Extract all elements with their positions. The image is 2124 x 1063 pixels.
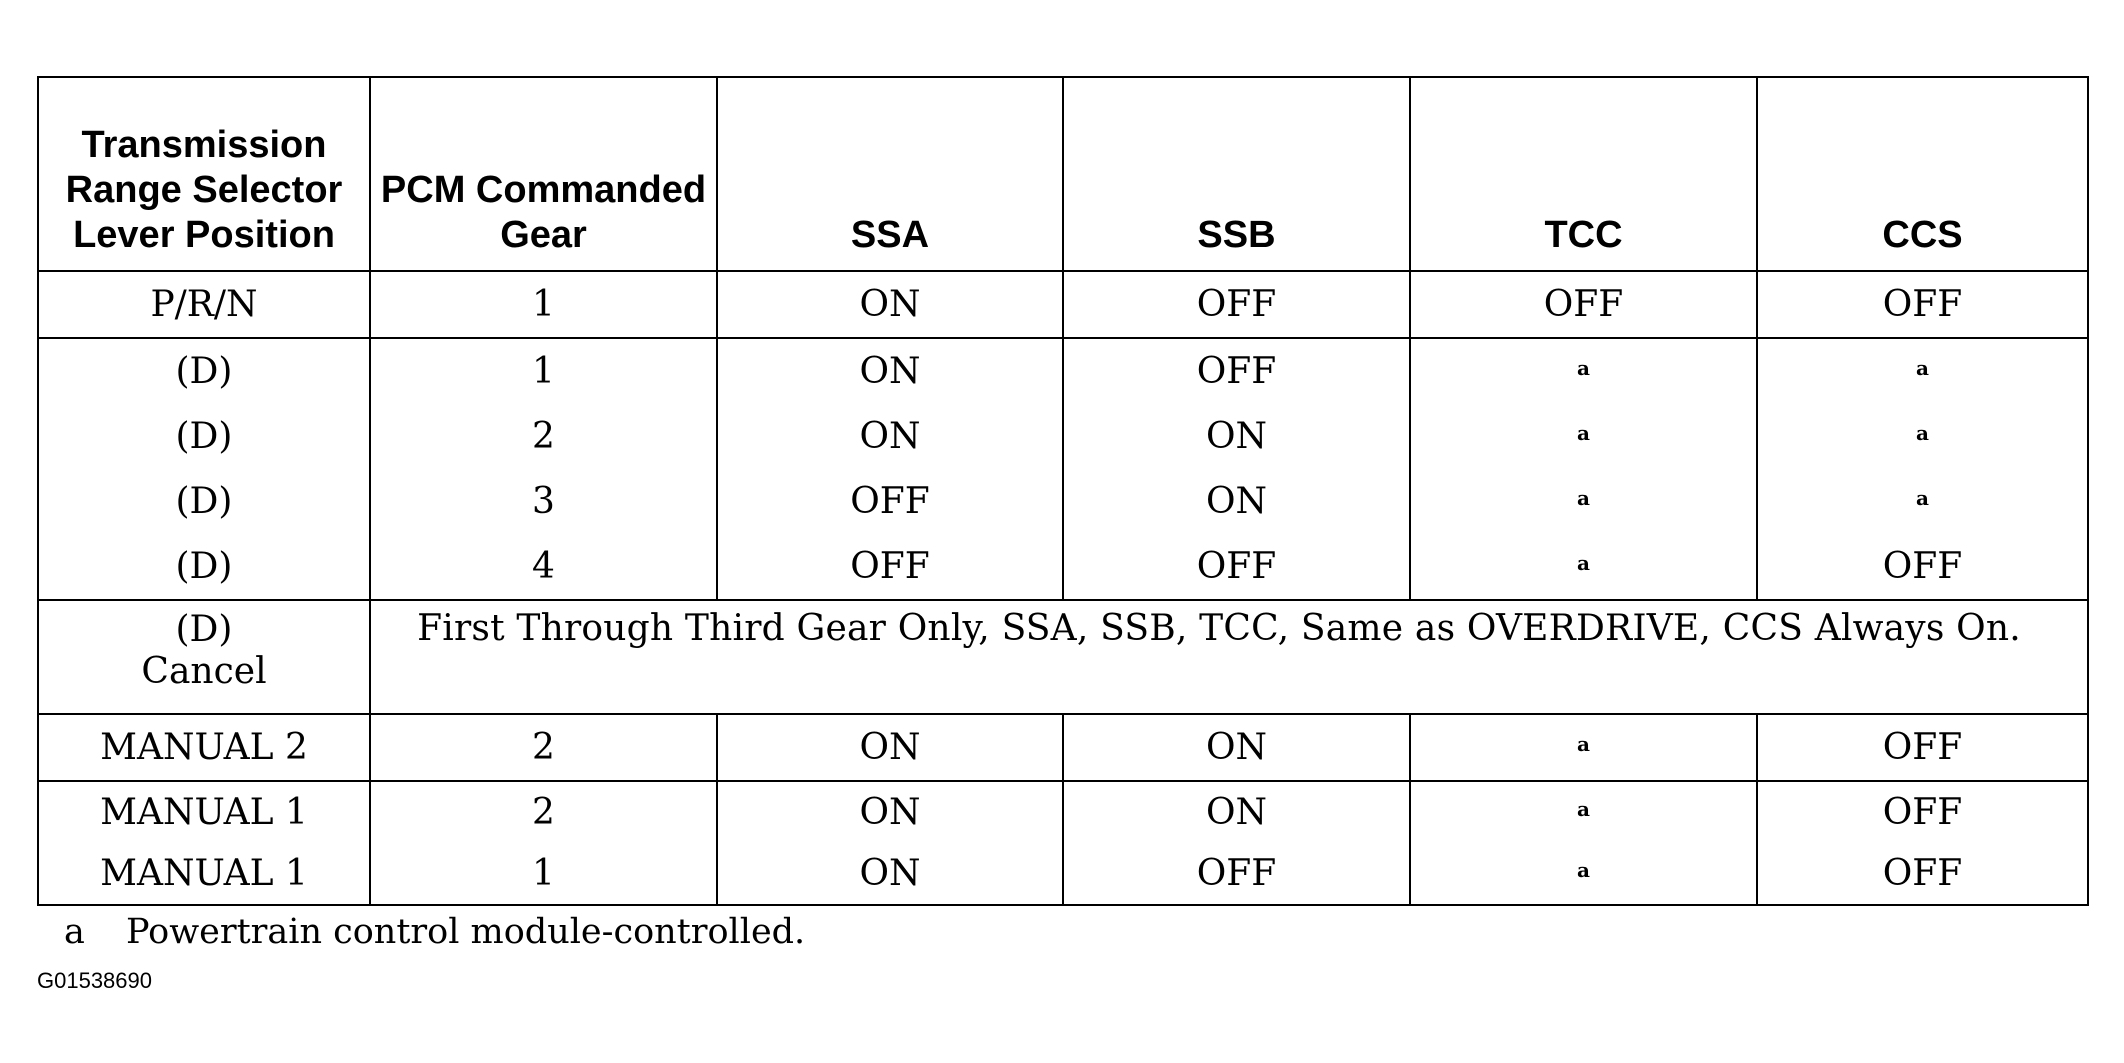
cell-commanded-gear: 3 (370, 469, 717, 534)
footnote-marker: a (1577, 485, 1590, 510)
footnote-text: Powertrain control module-controlled. (126, 912, 806, 952)
cell-ssb: OFF (1063, 271, 1410, 338)
table-row (38, 781, 2088, 843)
cell-ssb: OFF (1063, 534, 1410, 600)
cell-ssb: ON (1063, 714, 1410, 781)
cell-ssa: ON (717, 781, 1063, 843)
cell-ssa: ON (717, 338, 1063, 404)
cell-tcc (1410, 338, 1757, 404)
footnote-marker: a (1577, 355, 1590, 380)
cell-lever-position: (D) (38, 469, 370, 534)
cell-lever-position: MANUAL 1 (38, 781, 370, 843)
cell-ccs (1757, 469, 2088, 534)
cell-ssb: ON (1063, 781, 1410, 843)
cell-lever-position: MANUAL 2 (38, 714, 370, 781)
header-lever-position: Transmission Range Selector Lever Position (38, 77, 370, 271)
cell-ssa: OFF (717, 534, 1063, 600)
cancel-label-line1: (D) (175, 609, 233, 650)
table-row-cancel (38, 600, 2088, 714)
cell-tcc: OFF (1410, 271, 1757, 338)
cell-ccs: OFF (1757, 714, 2088, 781)
footnote-letter: a (64, 912, 85, 952)
cell-commanded-gear: 1 (370, 338, 717, 404)
cell-lever-position: MANUAL 1 (38, 843, 370, 905)
footnote (64, 912, 805, 952)
cell-ccs: OFF (1757, 534, 2088, 600)
cell-ssb: ON (1063, 469, 1410, 534)
cell-lever-position (38, 600, 370, 714)
cell-ssb: ON (1063, 404, 1410, 469)
cell-ccs (1757, 338, 2088, 404)
cell-tcc (1410, 714, 1757, 781)
footnote-marker: a (1577, 550, 1590, 575)
footnote-marker: a (1916, 485, 1929, 510)
cell-commanded-gear: 2 (370, 714, 717, 781)
cell-ssb: OFF (1063, 843, 1410, 905)
table-row (38, 404, 2088, 469)
footnote-marker: a (1916, 355, 1929, 380)
shift-solenoid-table (37, 76, 2089, 906)
cell-ccs: OFF (1757, 843, 2088, 905)
cell-tcc (1410, 534, 1757, 600)
cell-tcc (1410, 781, 1757, 843)
table-row (38, 338, 2088, 404)
cell-ssb: OFF (1063, 338, 1410, 404)
figure-id: G01538690 (37, 968, 152, 993)
cell-lever-position: P/R/N (38, 271, 370, 338)
cell-lever-position: (D) (38, 338, 370, 404)
cell-ccs (1757, 404, 2088, 469)
footnote-marker: a (1916, 420, 1929, 445)
table-row (38, 714, 2088, 781)
cell-commanded-gear: 4 (370, 534, 717, 600)
cell-lever-position: (D) (38, 404, 370, 469)
cell-commanded-gear: 1 (370, 271, 717, 338)
header-tcc: TCC (1410, 77, 1757, 271)
header-ssa: SSA (717, 77, 1063, 271)
cell-ssa: ON (717, 843, 1063, 905)
cell-ccs: OFF (1757, 781, 2088, 843)
cell-tcc (1410, 404, 1757, 469)
table-row (38, 534, 2088, 600)
cell-ssa: ON (717, 271, 1063, 338)
cell-tcc (1410, 469, 1757, 534)
table-row (38, 843, 2088, 905)
cell-commanded-gear: 2 (370, 404, 717, 469)
cancel-label-line2: Cancel (141, 651, 267, 692)
header-ssb: SSB (1063, 77, 1410, 271)
footnote-marker: a (1577, 796, 1590, 821)
cell-lever-position: (D) (38, 534, 370, 600)
footnote-marker: a (1577, 731, 1590, 756)
cell-commanded-gear: 2 (370, 781, 717, 843)
footnote-marker: a (1577, 857, 1590, 882)
header-ccs: CCS (1757, 77, 2088, 271)
cell-ssa: OFF (717, 469, 1063, 534)
cell-tcc (1410, 843, 1757, 905)
header-row (38, 77, 2088, 271)
cell-ssa: ON (717, 404, 1063, 469)
cell-ccs: OFF (1757, 271, 2088, 338)
cell-ssa: ON (717, 714, 1063, 781)
table-row (38, 469, 2088, 534)
table-row (38, 271, 2088, 338)
cell-commanded-gear: 1 (370, 843, 717, 905)
header-commanded-gear: PCM Commanded Gear (370, 77, 717, 271)
cancel-note: First Through Third Gear Only, SSA, SSB, TCC, Same as OVERDRIVE, CCS Always On. (370, 600, 2088, 714)
footnote-marker: a (1577, 420, 1590, 445)
